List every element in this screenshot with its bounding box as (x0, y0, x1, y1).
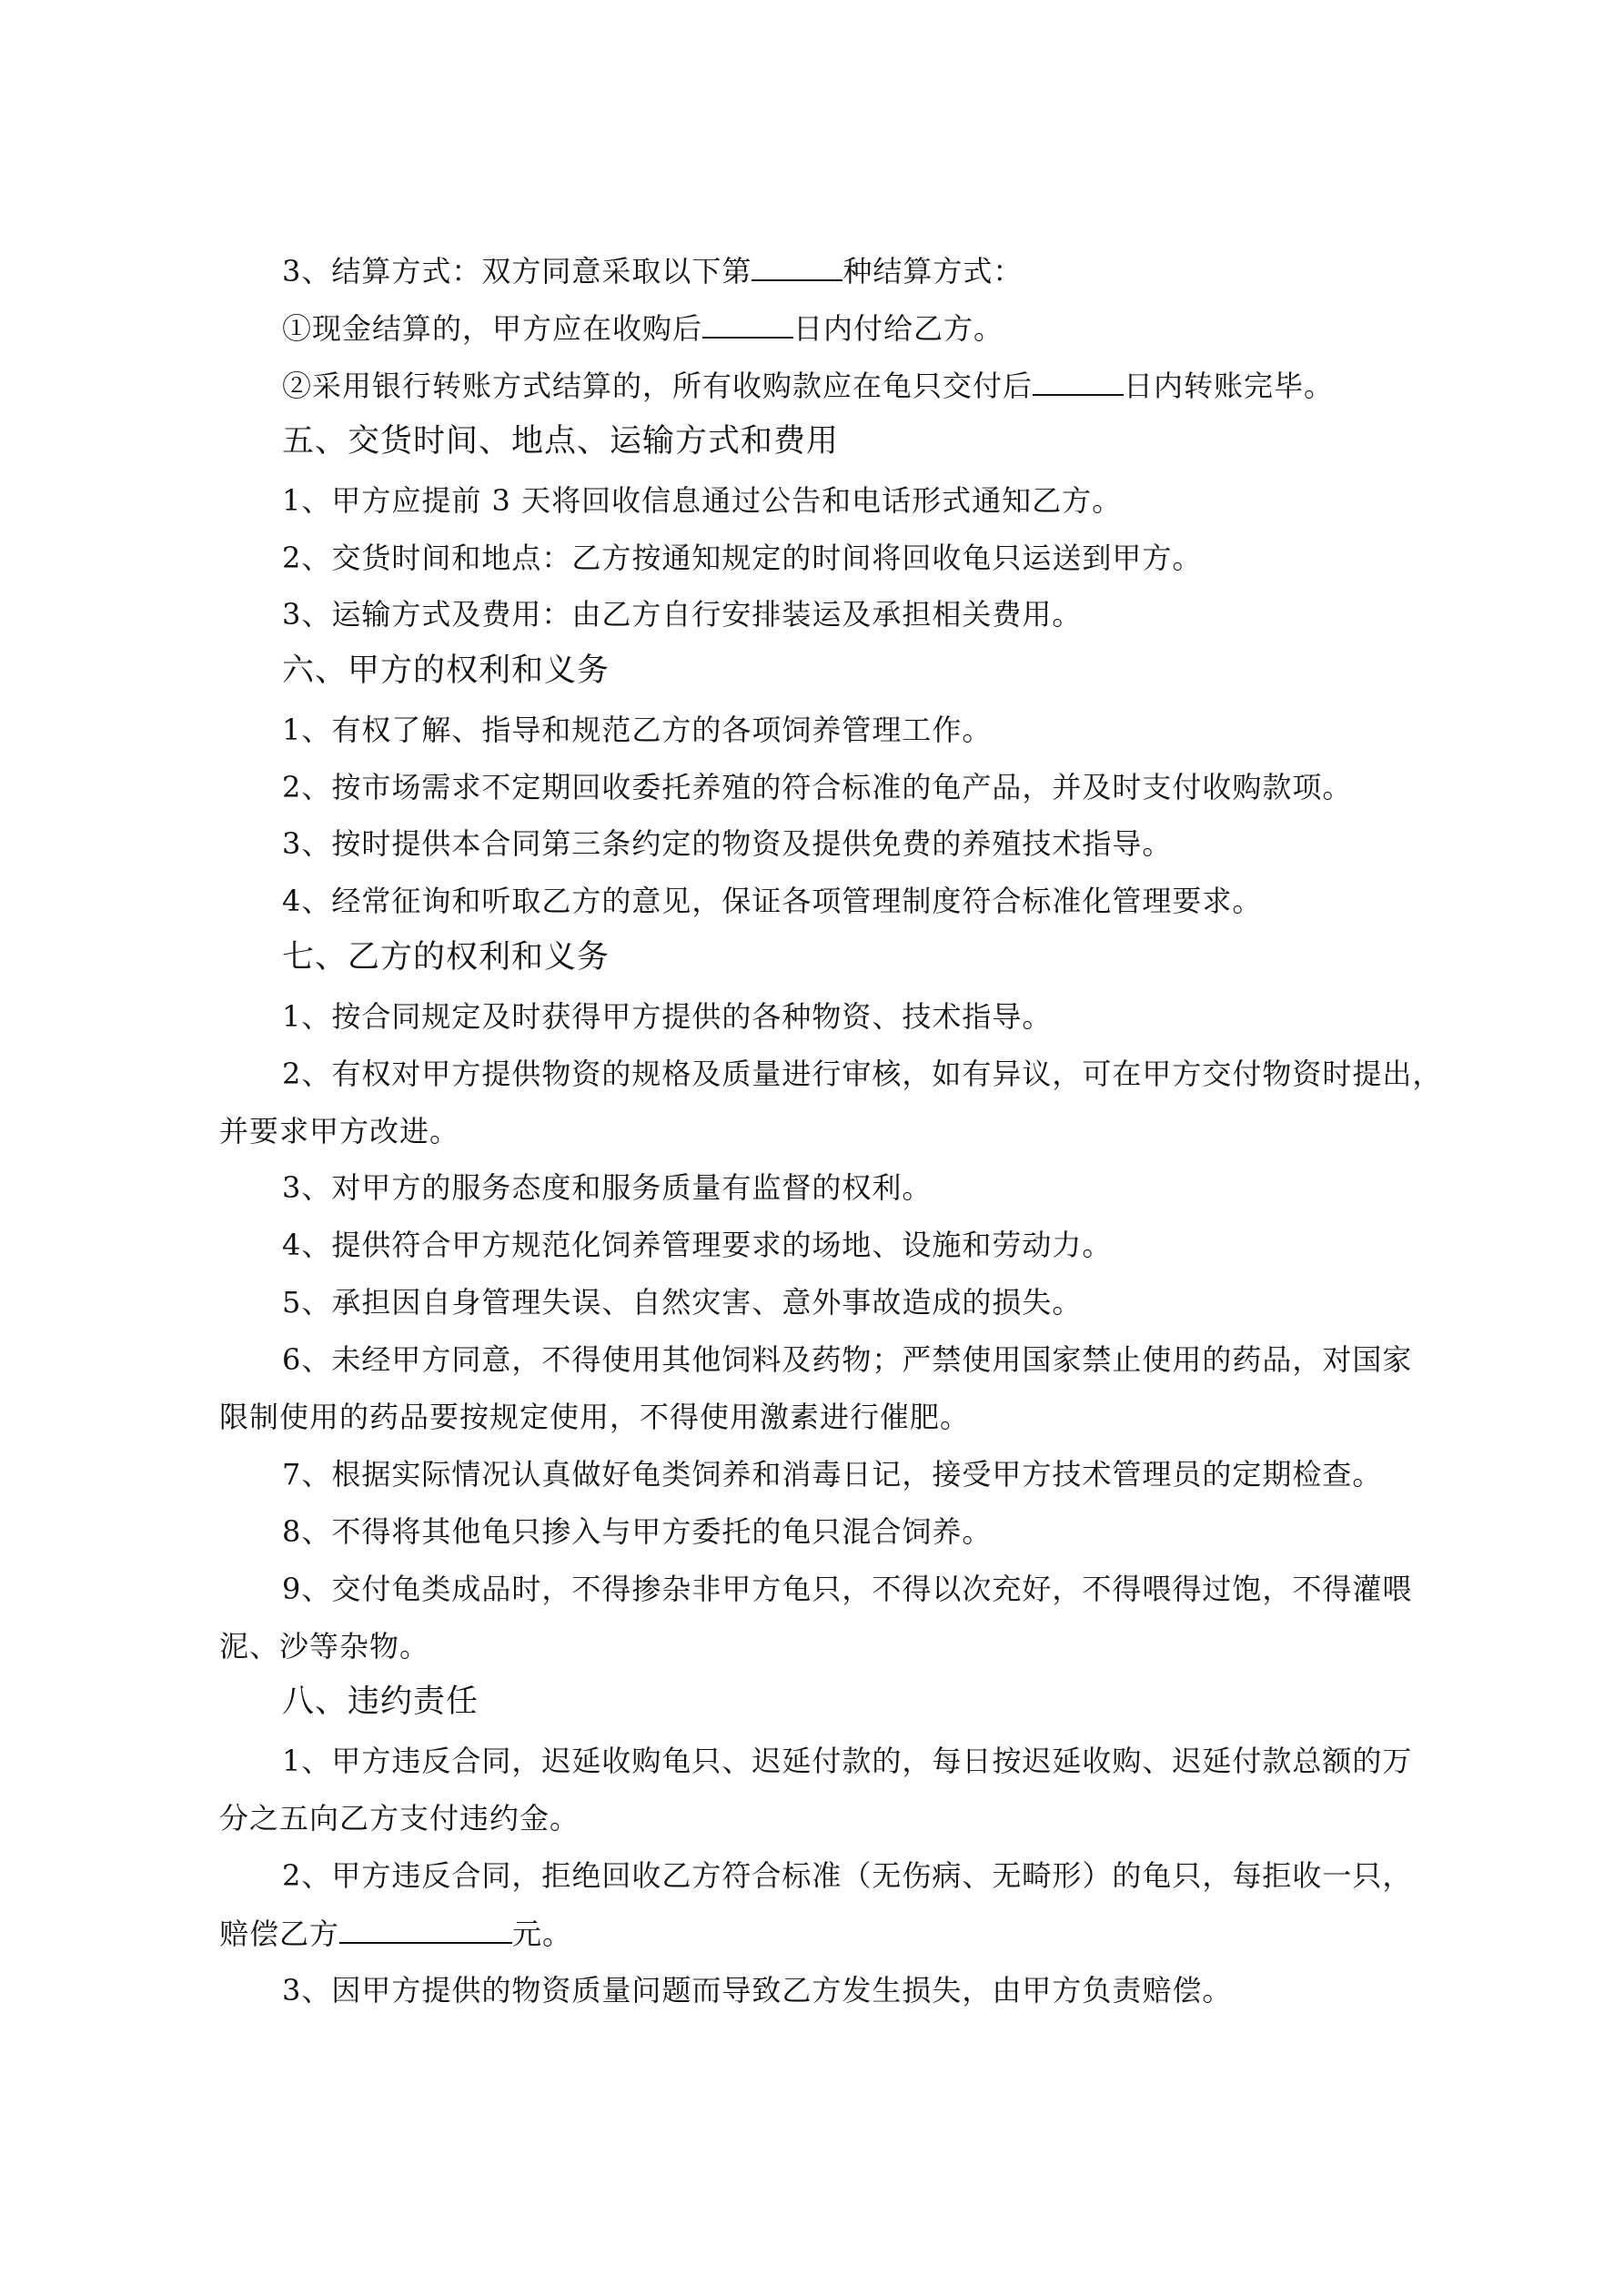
section-5-item-2: 2、交货时间和地点：乙方按通知规定的时间将回收龟只运送到甲方。 (282, 541, 1203, 575)
section-8-item-2-line-2 (219, 1915, 572, 1952)
section-7-item-3: 3、对甲方的服务态度和服务质量有监督的权利。 (282, 1170, 933, 1205)
clause-text: 3、结算方式：双方同意采取以下第 (282, 254, 752, 288)
section-8-item-1-line-2: 分之五向乙方支付违约金。 (219, 1801, 580, 1836)
section-7-item-1: 1、按合同规定及时获得甲方提供的各种物资、技术指导。 (282, 999, 1053, 1034)
section-6-item-2: 2、按市场需求不定期回收委托养殖的符合标准的龟产品，并及时支付收购款项。 (282, 770, 1353, 804)
section-7-item-9-line-1: 9、交付龟类成品时，不得掺杂非甲方龟只，不得以次充好，不得喂得过饱，不得灌喂 (282, 1572, 1413, 1606)
section-6-item-1: 1、有权了解、指导和规范乙方的各项饲养管理工作。 (282, 713, 993, 747)
blank-fill-line (1033, 367, 1124, 396)
section-7-item-4: 4、提供符合甲方规范化饲养管理要求的场地、设施和劳动力。 (282, 1228, 1113, 1262)
section-7-item-6-line-1: 6、未经甲方同意，不得使用其他饲料及药物；严禁使用国家禁止使用的药品，对国家 (282, 1342, 1413, 1377)
clause-text: ②采用银行转账方式结算的，所有收购款应在龟只交付后 (282, 369, 1034, 403)
clause-text: 日内转账完毕。 (1124, 369, 1335, 403)
section-7-item-2-line-1: 2、有权对甲方提供物资的规格及质量进行审核，如有异议，可在甲方交付物资时提出， (282, 1057, 1443, 1091)
section-6-item-3: 3、按时提供本合同第三条约定的物资及提供免费的养殖技术指导。 (282, 826, 1173, 861)
section-7-item-9-line-2: 泥、沙等杂物。 (219, 1629, 430, 1664)
blank-fill-line (751, 252, 842, 281)
section-5-item-1: 1、甲方应提前 3 天将回收信息通过公告和电话形式通知乙方。 (282, 483, 1123, 518)
section-5-item-3: 3、运输方式及费用：由乙方自行安排装运及承担相关费用。 (282, 597, 1083, 632)
clause-text: 赔偿乙方 (219, 1917, 340, 1951)
section-7-item-7: 7、根据实际情况认真做好龟类饲养和消毒日记，接受甲方技术管理员的定期检查。 (282, 1457, 1383, 1492)
clause-text: 元。 (512, 1917, 573, 1951)
section-7-item-5: 5、承担因自身管理失误、自然灾害、意外事故造成的损失。 (282, 1285, 1083, 1320)
section-8-heading: 八、违约责任 (282, 1684, 479, 1720)
clause-text: 日内付给乙方。 (793, 311, 1004, 346)
bank-transfer-option (282, 367, 1334, 404)
section-7-item-2-line-2: 并要求甲方改进。 (219, 1114, 460, 1148)
cash-settlement-option (282, 309, 1004, 347)
blank-fill-line (339, 1915, 512, 1944)
section-8-item-2-line-1: 2、甲方违反合同，拒绝回收乙方符合标准（无伤病、无畸形）的龟只，每拒收一只， (282, 1858, 1413, 1893)
blank-fill-line (702, 309, 793, 339)
section-8-item-3: 3、因甲方提供的物资质量问题而导致乙方发生损失，由甲方负责赔偿。 (282, 1973, 1233, 2008)
section-7-heading: 七、乙方的权利和义务 (282, 939, 610, 976)
section-6-item-4: 4、经常征询和听取乙方的意见，保证各项管理制度符合标准化管理要求。 (282, 884, 1263, 918)
settlement-method-clause (282, 252, 1023, 289)
section-6-heading: 六、甲方的权利和义务 (282, 652, 610, 689)
clause-text: 种结算方式： (842, 254, 1024, 288)
section-5-heading: 五、交货时间、地点、运输方式和费用 (282, 423, 840, 460)
clause-text: ①现金结算的，甲方应在收购后 (282, 311, 703, 346)
section-7-item-8: 8、不得将其他龟只掺入与甲方委托的龟只混合饲养。 (282, 1514, 993, 1549)
section-8-item-1-line-1: 1、甲方违反合同，迟延收购龟只、迟延付款的，每日按迟延收购、迟延付款总额的万 (282, 1744, 1413, 1778)
section-7-item-6-line-2: 限制使用的药品要按规定使用，不得使用激素进行催肥。 (219, 1400, 971, 1434)
